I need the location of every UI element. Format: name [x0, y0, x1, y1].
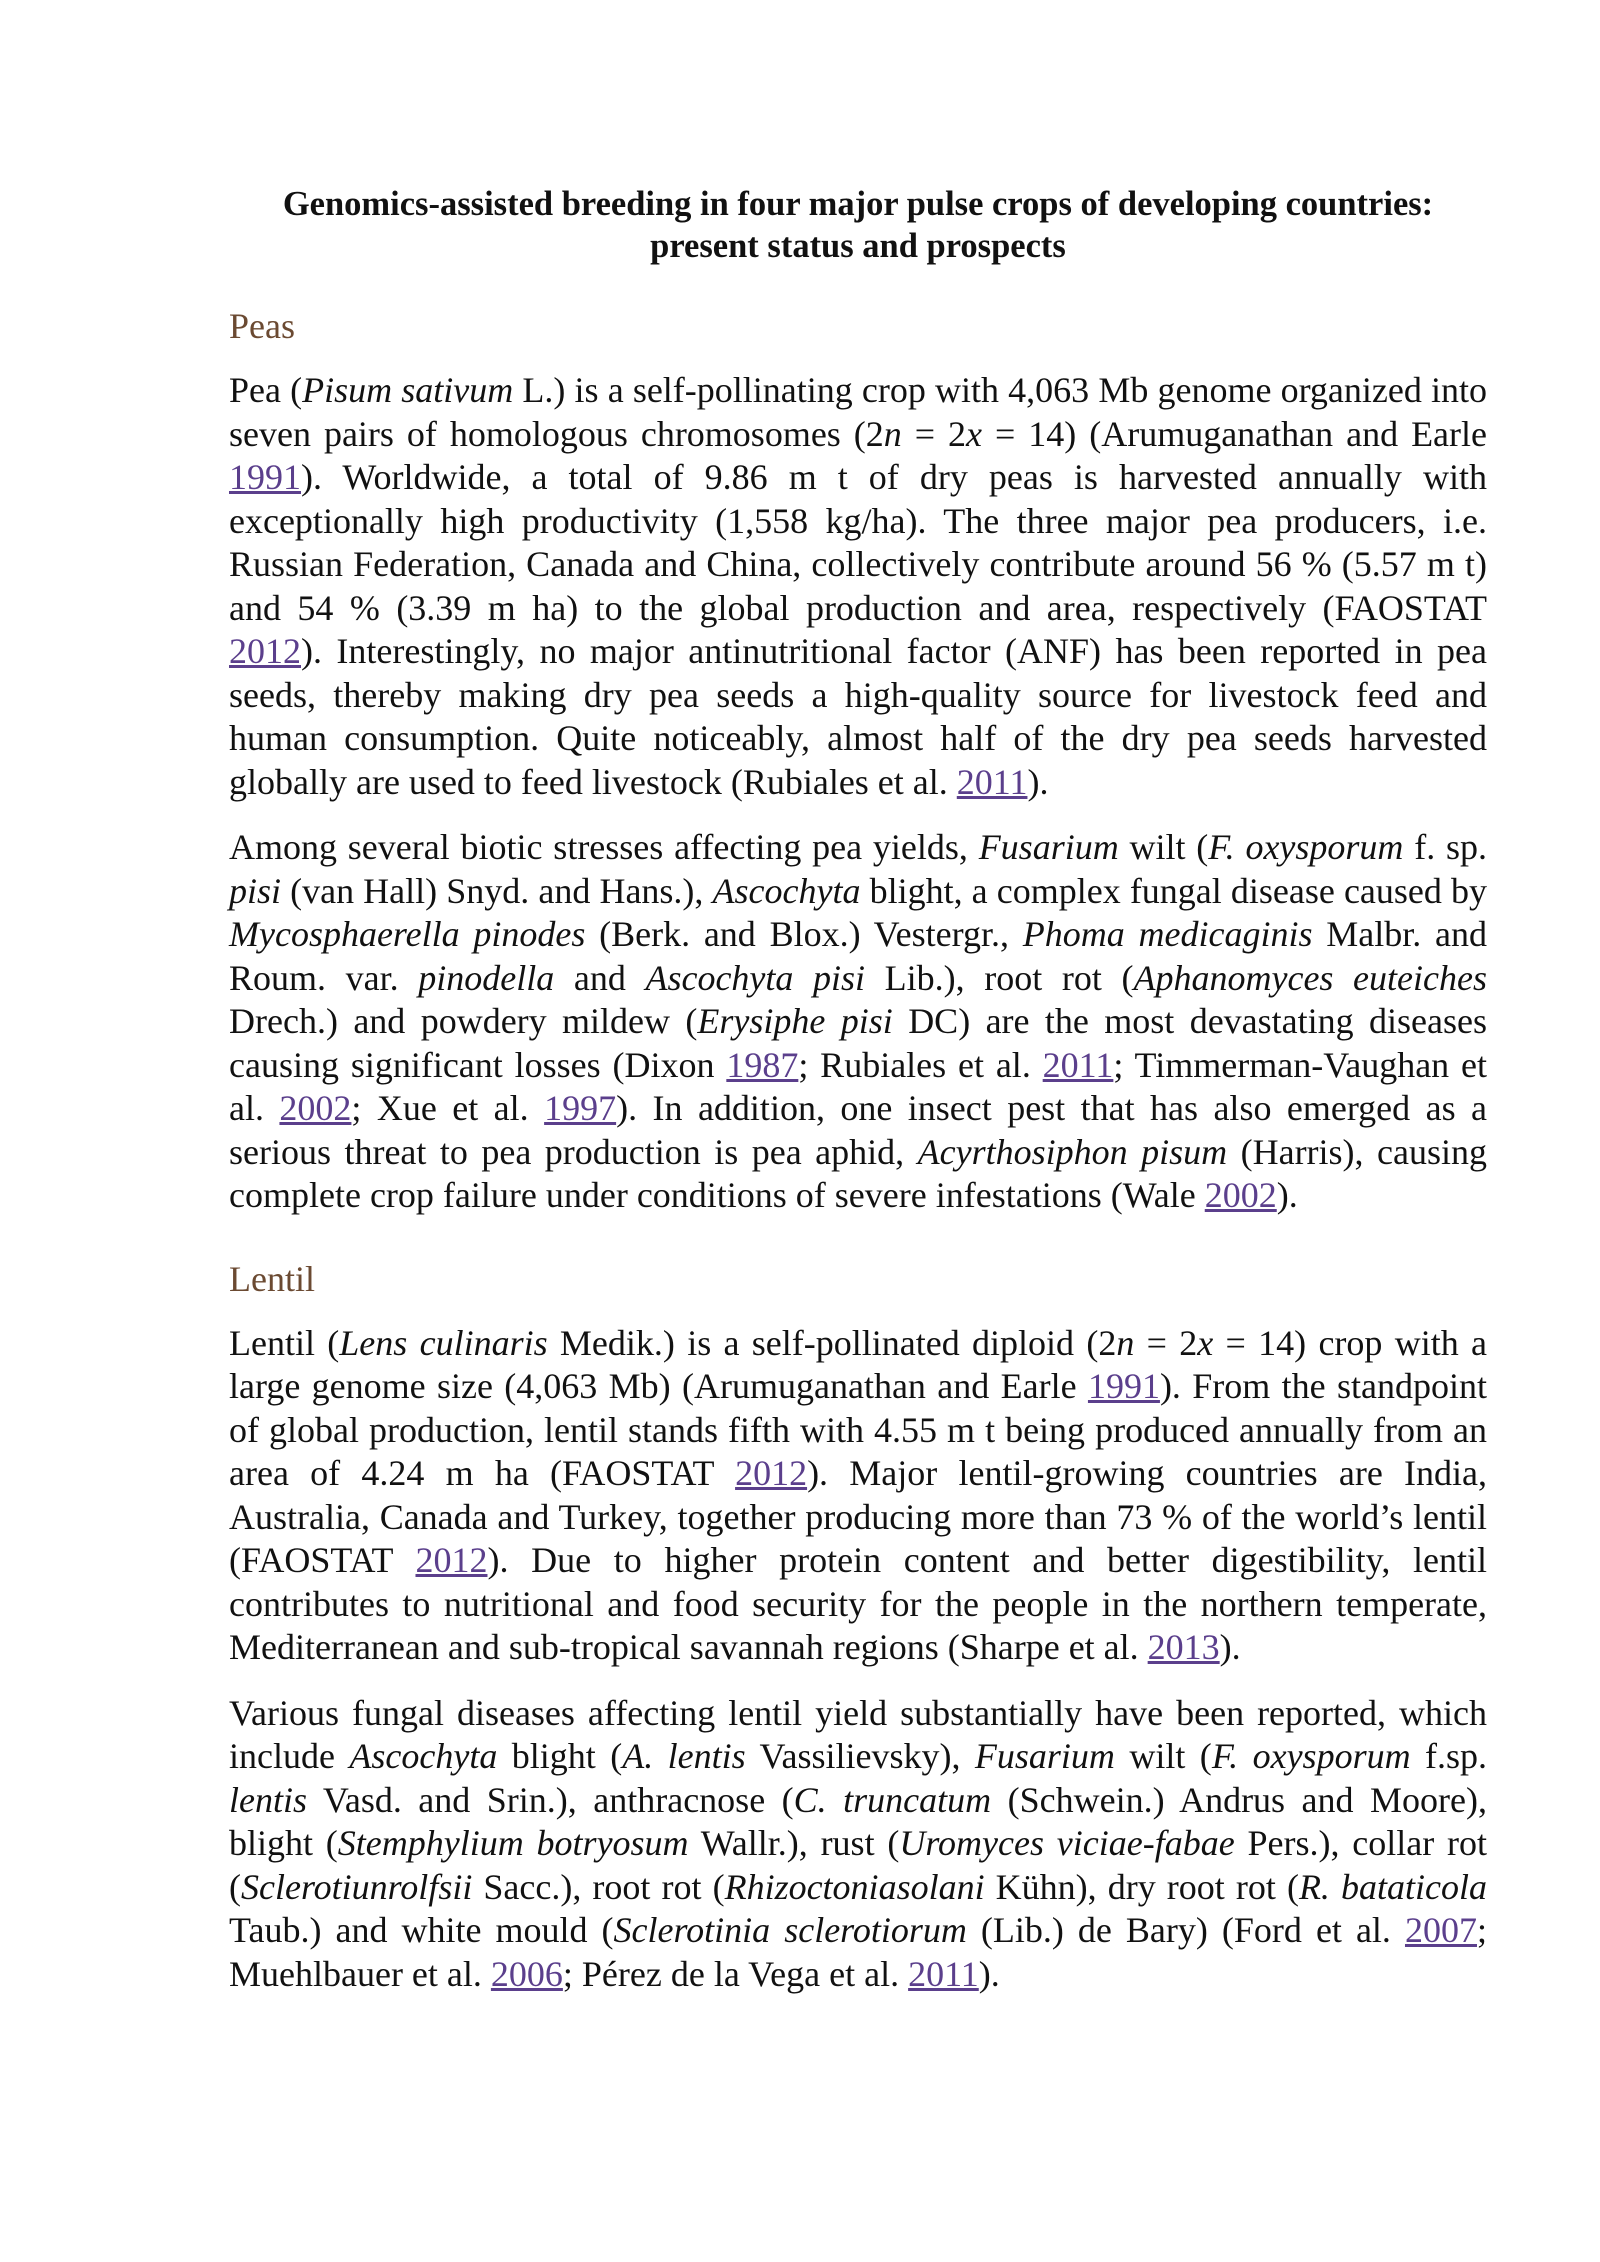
- paragraph-peas-2: Among several biotic stresses affecting pea yields, Fusarium wilt (F. oxysporum f. sp. pisi (van Hall) Snyd. and Hans.), Ascochyta blight, a complex fungal disease caused by Mycosphaerella pinodes (Berk. and Blox.) Vestergr., Phoma medicaginis Malbr. and Roum. var. pinodella and Ascochyta pisi Lib.), root rot (Aphanomyces euteiches Drech.) and powdery mildew (Erysiphe pisi DC) are the most devastating diseases causing significant losses (Dixon 1987; Rubiales et al. 2011; Timmerman-Vaughan et al. 2002; Xue et al. 1997). In addition, one insect pest that has also emerged as a serious threat to pea production is pea aphid, Acyrthosiphon pisum (Harris), causing complete crop failure under conditions of severe infestations (Wale 2002).: [229, 827, 1488, 1215]
- italic-term: x: [966, 413, 983, 454]
- title-line-2: present status and prospects: [650, 227, 1066, 265]
- italic-term: F. oxysporum: [1211, 1736, 1411, 1776]
- document-title: [229, 183, 1487, 267]
- citation-link[interactable]: 1991: [1087, 1366, 1160, 1406]
- title-line-1: Genomics-assisted breeding in four major pulse crops of developing countries:: [282, 185, 1434, 223]
- italic-term: Erysiphe pisi: [697, 1001, 893, 1041]
- italic-term: Rhizoctoniasolani: [724, 1866, 985, 1907]
- paragraph-peas-1: Pea (Pisum sativum L.) is a self-pollinating crop with 4,063 Mb genome organized into seven pairs of homologous chromosomes (2n = 2x = 14) (Arumuganathan and Earle 1991). Worldwide, a total of 9.86 m t of dry peas is harvested annually with exceptionally high productivity (1,558 kg/ha). The three major pea producers, i.e. Russian Federation, Canada and China, collectively contribute around 56 % (5.57 m t) and 54 % (3.39 m ha) to the global production and area, respectively (FAOSTAT 2012). Interestingly, no major antinutritional factor (ANF) has been reported in pea seeds, thereby making dry pea seeds a high-quality source for livestock feed and human consumption. Quite noticeably, almost half of the dry pea seeds harvested globally are used to feed livestock (Rubiales et al. 2011).: [229, 370, 1488, 802]
- citation-link[interactable]: 2013: [1147, 1627, 1220, 1667]
- citation-link[interactable]: 2012: [415, 1540, 488, 1580]
- italic-term: Sclerotinia sclerotiorum: [613, 1910, 967, 1950]
- italic-term: C. truncatum: [793, 1779, 992, 1820]
- italic-term: Ascochyta: [712, 870, 861, 911]
- italic-term: Aphanomyces euteiches: [1133, 957, 1487, 998]
- citation-link[interactable]: 2007: [1404, 1910, 1477, 1950]
- citation-link[interactable]: 2011: [956, 761, 1028, 802]
- citation-link[interactable]: 2011: [1042, 1044, 1114, 1085]
- italic-term: n: [883, 413, 902, 454]
- italic-term: Mycosphaerella pinodes: [229, 914, 586, 954]
- italic-term: Stemphylium botryosum: [337, 1823, 689, 1863]
- italic-term: Ascochyta: [349, 1736, 498, 1776]
- italic-term: Lens culinaris: [339, 1322, 548, 1363]
- citation-link[interactable]: 1991: [229, 457, 301, 497]
- italic-term: Ascochyta pisi: [645, 957, 866, 998]
- italic-term: R. bataticola: [1298, 1866, 1487, 1907]
- italic-term: A. lentis: [622, 1736, 746, 1776]
- citation-link[interactable]: 1987: [726, 1044, 799, 1085]
- italic-term: Fusarium: [974, 1736, 1115, 1776]
- italic-term: Sclerotiunrolfsii: [241, 1866, 473, 1907]
- citation-link[interactable]: 2002: [279, 1088, 352, 1128]
- italic-term: Phoma medicaginis: [1022, 914, 1313, 954]
- section-heading-peas: Peas: [229, 306, 295, 346]
- italic-term: F. oxysporum: [1208, 827, 1404, 867]
- italic-term: n: [1116, 1322, 1135, 1363]
- citation-link[interactable]: 2011: [908, 1953, 979, 1994]
- citation-link[interactable]: 1997: [544, 1088, 617, 1128]
- paragraph-lentil-1: Lentil (Lens culinaris Medik.) is a self-pollinated diploid (2n = 2x = 14) crop with a large genome size (4,063 Mb) (Arumuganathan and Earle 1991). From the standpoint of global production, lentil stands fifth with 4.55 m t being produced annually from an area of 4.24 m ha (FAOSTAT 2012). Major lentil-growing countries are India, Australia, Canada and Turkey, together producing more than 73 % of the world’s lentil (FAOSTAT 2012). Due to higher protein content and better digestibility, lentil contributes to nutritional and food security for the people in the northern temperate, Mediterranean and sub-tropical savannah regions (Sharpe et al. 2013).: [229, 1322, 1488, 1667]
- document-page: [229, 183, 1487, 2018]
- italic-term: pisi: [229, 870, 282, 911]
- citation-link[interactable]: 2012: [229, 631, 301, 671]
- italic-term: Fusarium: [978, 827, 1119, 867]
- italic-term: x: [1197, 1322, 1214, 1363]
- italic-term: pinodella: [418, 957, 555, 998]
- italic-term: Uromyces viciae-fabae: [899, 1823, 1235, 1863]
- italic-term: lentis: [229, 1779, 307, 1820]
- italic-term: Acyrthosiphon pisum: [917, 1131, 1228, 1172]
- italic-term: Pisum sativum: [302, 370, 514, 410]
- citation-link[interactable]: 2012: [735, 1453, 808, 1493]
- citation-link[interactable]: 2002: [1204, 1175, 1277, 1215]
- paragraph-lentil-2: Various fungal diseases affecting lentil yield substantially have been reported, which include Ascochyta blight (A. lentis Vassilievsky), Fusarium wilt (F. oxysporum f.sp. lentis Vasd. and Srin.), anthracnose (C. truncatum (Schwein.) Andrus and Moore), blight (Stemphylium botryosum Wallr.), rust (Uromyces viciae-fabae Pers.), collar rot (Sclerotiunrolfsii Sacc.), root rot (Rhizoctoniasolani Kühn), dry root rot (R. bataticola Taub.) and white mould (Sclerotinia sclerotiorum (Lib.) de Bary) (Ford et al. 2007; Muehlbauer et al. 2006; Pérez de la Vega et al. 2011).: [229, 1692, 1488, 1994]
- citation-link[interactable]: 2006: [490, 1953, 563, 1994]
- section-heading-lentil: Lentil: [229, 1258, 315, 1299]
